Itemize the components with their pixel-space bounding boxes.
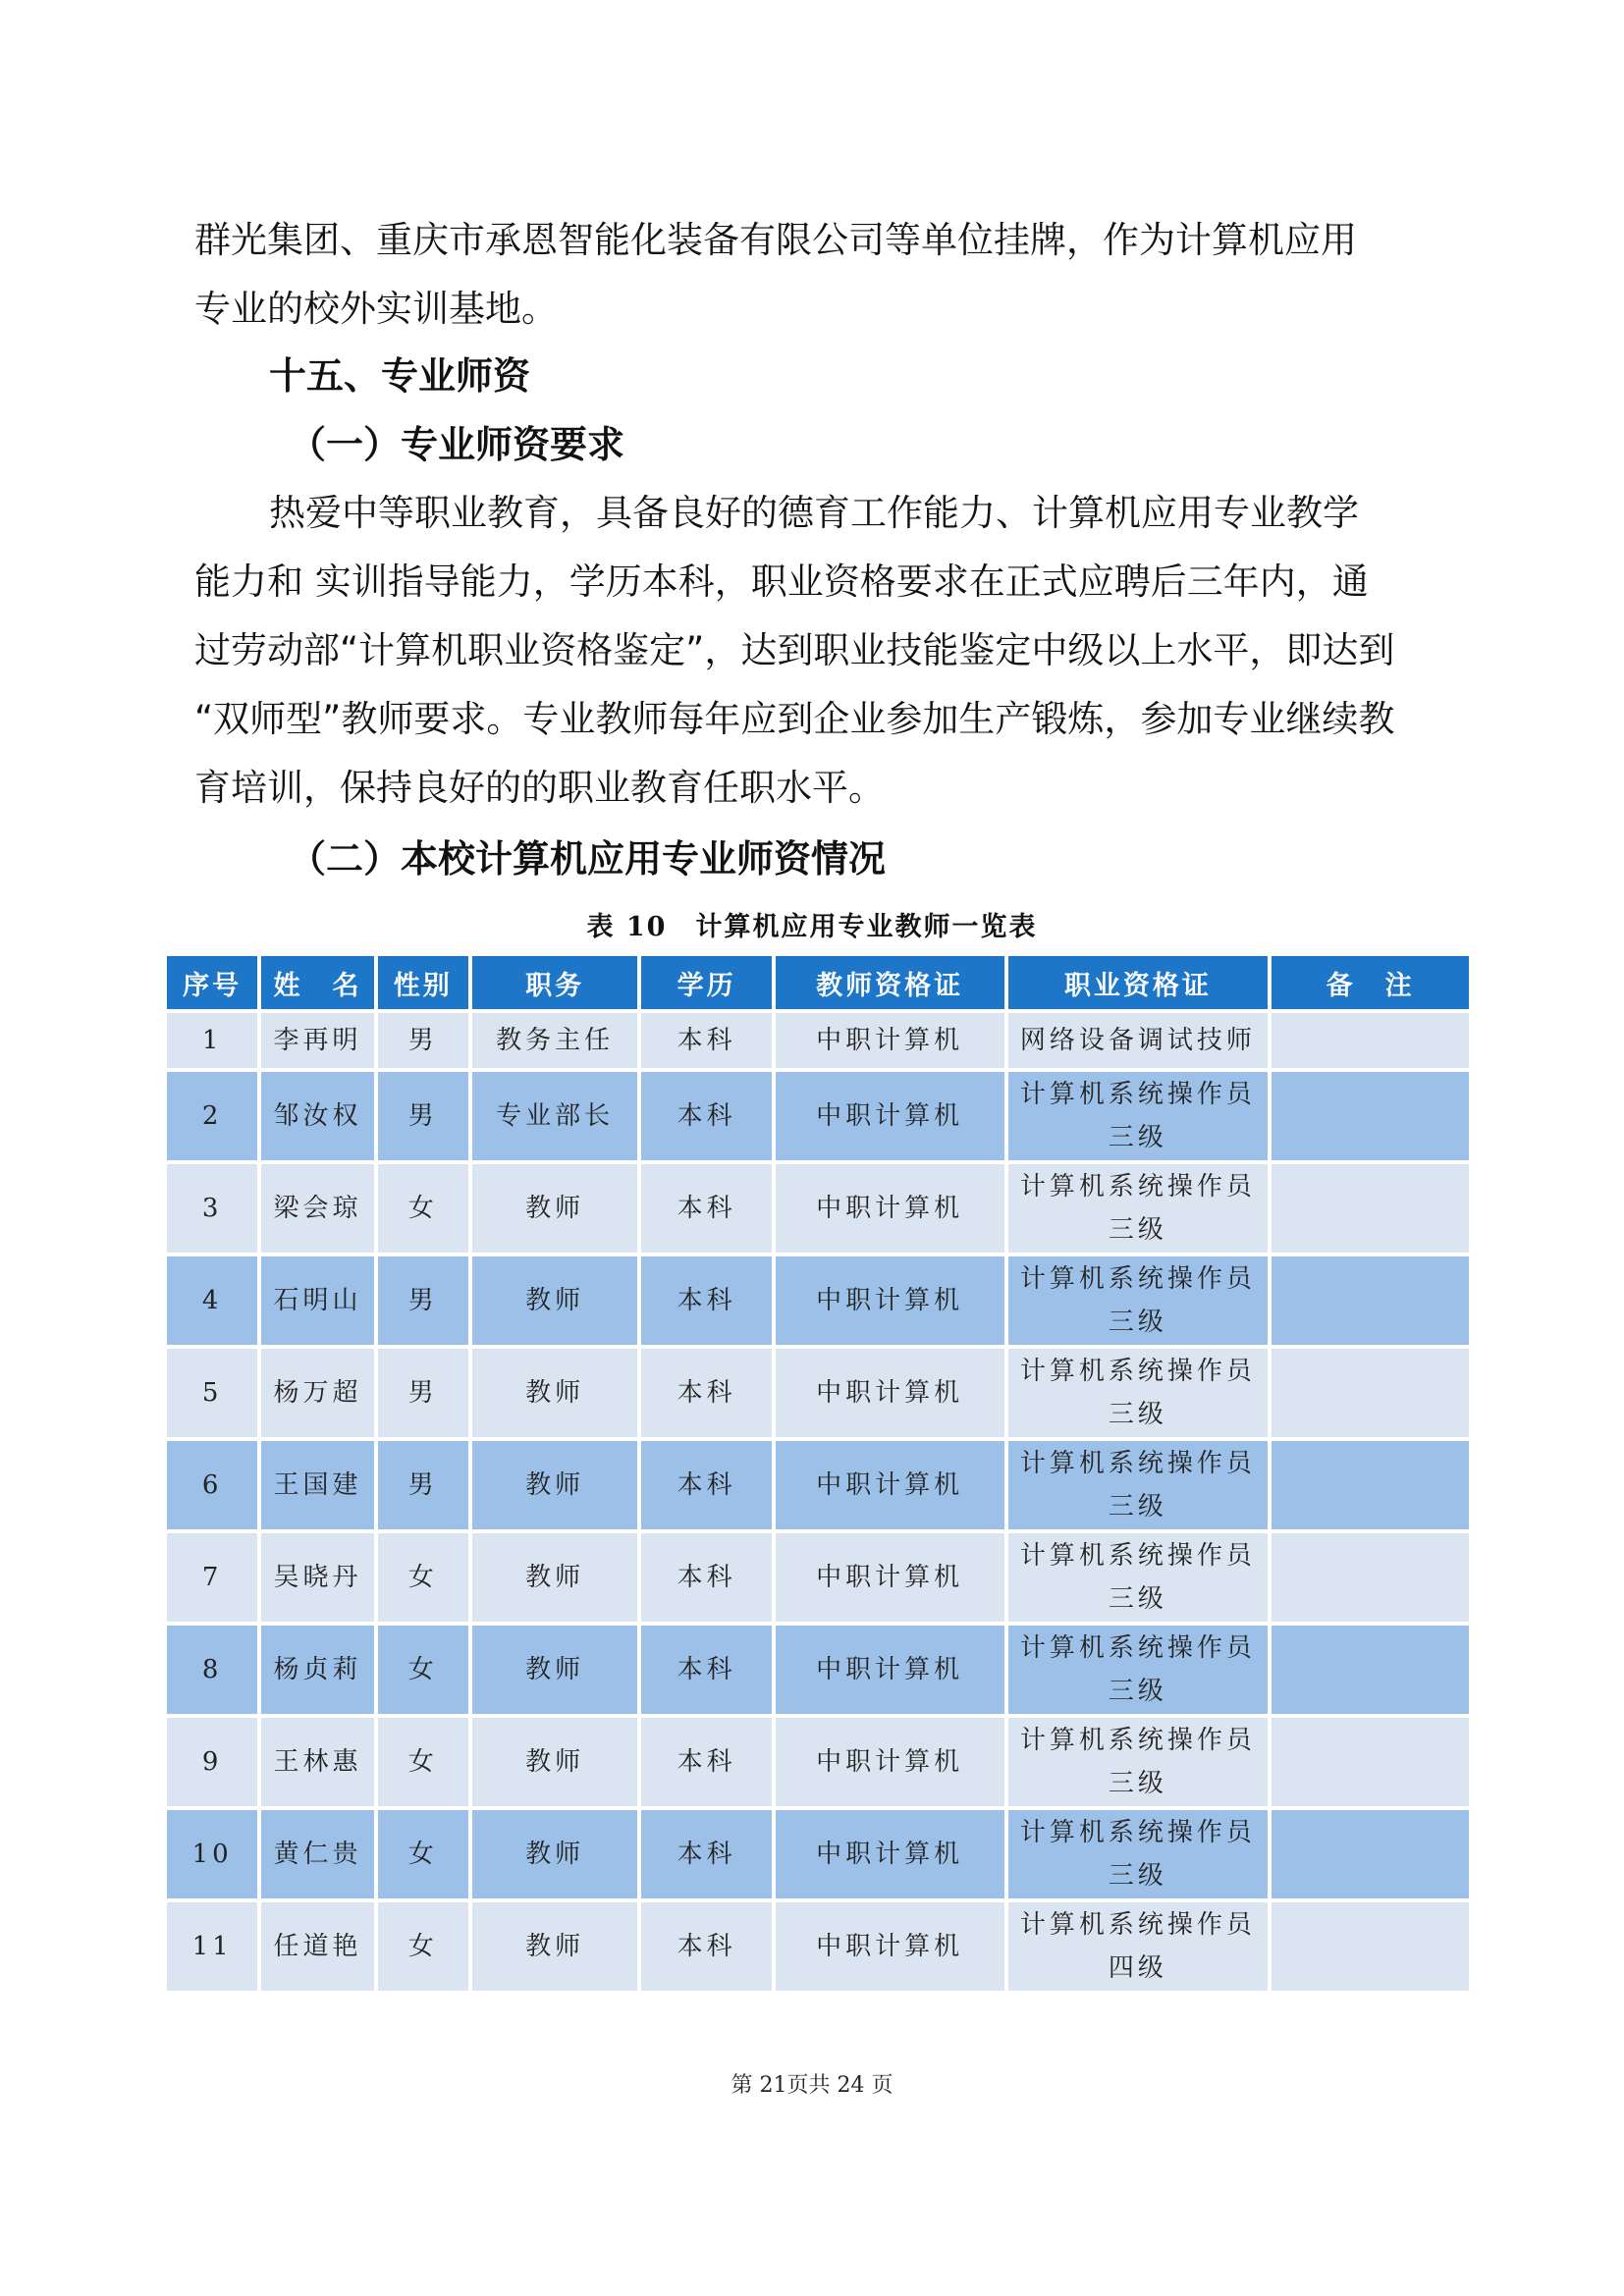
header-gender: 性别 (378, 956, 468, 1009)
cell-teacher-cert: 中职计算机 (776, 1902, 1004, 1991)
table-row (167, 1349, 1469, 1437)
cell-name: 梁会琼 (261, 1164, 373, 1253)
cert-line-2: 三级 (1108, 1492, 1167, 1522)
table-row (167, 1164, 1469, 1253)
teacher-table (163, 952, 1473, 1995)
cell-teacher-cert: 中职计算机 (776, 1810, 1004, 1898)
cell-no: 8 (167, 1626, 257, 1714)
page-footer: 第 21页共 24 页 (731, 2073, 893, 2098)
cell-post: 教师 (472, 1441, 638, 1529)
cert-line-1: 计算机系统操作员 (1019, 1910, 1256, 1940)
cell-gender: 女 (378, 1902, 468, 1991)
header-education: 学历 (641, 956, 771, 1009)
cert-line-2: 三级 (1108, 1584, 1167, 1614)
cell-education: 本科 (641, 1256, 771, 1345)
subsection-heading-staff: （二）本校计算机应用专业师资情况 (289, 837, 887, 881)
cell-note (1272, 1072, 1469, 1160)
header-post: 职务 (472, 956, 638, 1009)
cert-line-2: 三级 (1108, 1769, 1167, 1798)
cell-teacher-cert: 中职计算机 (776, 1164, 1004, 1253)
cell-name: 任道艳 (261, 1902, 373, 1991)
cell-note (1272, 1533, 1469, 1622)
cert-line-2: 三级 (1108, 1677, 1167, 1706)
cell-note (1272, 1441, 1469, 1529)
section-heading: 十五、专业师资 (269, 354, 531, 398)
cell-post: 教师 (472, 1533, 638, 1622)
cell-gender: 女 (378, 1626, 468, 1714)
cell-note (1272, 1626, 1469, 1714)
cell-gender: 男 (378, 1349, 468, 1437)
cell-name: 王林惠 (261, 1718, 373, 1806)
cert-line-1: 网络设备调试技师 (1019, 1026, 1256, 1055)
cell-no: 1 (167, 1013, 257, 1068)
table-row (167, 1718, 1469, 1806)
header-name: 姓 名 (261, 956, 373, 1009)
cell-gender: 男 (378, 1441, 468, 1529)
cell-post: 教师 (472, 1256, 638, 1345)
cell-name: 邹汝权 (261, 1072, 373, 1160)
cert-line-2: 三级 (1108, 1308, 1167, 1337)
table-row (167, 1810, 1469, 1898)
cell-note (1272, 1013, 1469, 1068)
cell-no: 5 (167, 1349, 257, 1437)
cell-post: 专业部长 (472, 1072, 638, 1160)
cell-post: 教务主任 (472, 1013, 638, 1068)
cert-line-1: 计算机系统操作员 (1019, 1818, 1256, 1847)
cell-name: 石明山 (261, 1256, 373, 1345)
cert-line-2: 三级 (1108, 1123, 1167, 1152)
table-row (167, 1072, 1469, 1160)
cert-line-1: 计算机系统操作员 (1019, 1726, 1256, 1755)
cell-post: 教师 (472, 1164, 638, 1253)
cell-no: 4 (167, 1256, 257, 1345)
cert-line-1: 计算机系统操作员 (1019, 1541, 1256, 1571)
cell-education: 本科 (641, 1810, 771, 1898)
cell-teacher-cert: 中职计算机 (776, 1256, 1004, 1345)
requirements-line-2: 能力和 实训指导能力，学历本科，职业资格要求在正式应聘后三年内，通 (194, 561, 1369, 603)
cell-note (1272, 1164, 1469, 1253)
cell-education: 本科 (641, 1072, 771, 1160)
cell-post: 教师 (472, 1349, 638, 1437)
table-row (167, 1441, 1469, 1529)
cell-note (1272, 1718, 1469, 1806)
cell-education: 本科 (641, 1349, 771, 1437)
cell-vocational-cert (1008, 1441, 1269, 1529)
intro-line-2: 专业的校外实训基地。 (194, 288, 558, 330)
cell-name: 杨贞莉 (261, 1626, 373, 1714)
cell-vocational-cert (1008, 1718, 1269, 1806)
requirements-line-5: 育培训，保持良好的的职业教育任职水平。 (194, 767, 885, 809)
cell-name: 李再明 (261, 1013, 373, 1068)
cell-education: 本科 (641, 1902, 771, 1991)
cert-line-1: 计算机系统操作员 (1019, 1449, 1256, 1478)
cell-gender: 男 (378, 1256, 468, 1345)
cell-teacher-cert: 中职计算机 (776, 1441, 1004, 1529)
cell-vocational-cert (1008, 1902, 1269, 1991)
cert-line-1: 计算机系统操作员 (1019, 1264, 1256, 1294)
table-row (167, 1013, 1469, 1068)
cert-line-2: 四级 (1108, 1953, 1167, 1983)
cell-vocational-cert (1008, 1533, 1269, 1622)
cell-vocational-cert (1008, 1810, 1269, 1898)
cell-teacher-cert: 中职计算机 (776, 1072, 1004, 1160)
cell-vocational-cert (1008, 1164, 1269, 1253)
cell-post: 教师 (472, 1718, 638, 1806)
cell-education: 本科 (641, 1013, 771, 1068)
cell-vocational-cert (1008, 1626, 1269, 1714)
header-teacher-cert: 教师资格证 (776, 956, 1004, 1009)
cell-post: 教师 (472, 1810, 638, 1898)
table-caption: 表 10 计算机应用专业教师一览表 (586, 912, 1038, 942)
cell-education: 本科 (641, 1441, 771, 1529)
cert-line-1: 计算机系统操作员 (1019, 1172, 1256, 1201)
cell-no: 10 (167, 1810, 257, 1898)
cell-gender: 男 (378, 1013, 468, 1068)
cell-name: 王国建 (261, 1441, 373, 1529)
cell-vocational-cert (1008, 1013, 1269, 1068)
cell-teacher-cert: 中职计算机 (776, 1626, 1004, 1714)
cert-line-2: 三级 (1108, 1215, 1167, 1245)
cell-vocational-cert (1008, 1072, 1269, 1160)
cell-note (1272, 1810, 1469, 1898)
cell-note (1272, 1902, 1469, 1991)
cell-education: 本科 (641, 1533, 771, 1622)
cell-gender: 女 (378, 1533, 468, 1622)
cert-line-1: 计算机系统操作员 (1019, 1080, 1256, 1109)
cell-gender: 女 (378, 1164, 468, 1253)
cell-gender: 女 (378, 1718, 468, 1806)
cell-post: 教师 (472, 1902, 638, 1991)
cell-education: 本科 (641, 1626, 771, 1714)
cell-name: 吴晓丹 (261, 1533, 373, 1622)
cell-no: 6 (167, 1441, 257, 1529)
requirements-line-1: 热爱中等职业教育，具备良好的德育工作能力、计算机应用专业教学 (269, 492, 1359, 534)
cell-no: 9 (167, 1718, 257, 1806)
table-row (167, 1626, 1469, 1714)
subsection-heading-requirements: （一）专业师资要求 (289, 423, 625, 466)
requirements-line-4: “双师型”教师要求。专业教师每年应到企业参加生产锻炼，参加专业继续教 (194, 698, 1395, 740)
table-header-row (167, 956, 1469, 1009)
cert-line-1: 计算机系统操作员 (1019, 1357, 1256, 1386)
table-row (167, 1533, 1469, 1622)
cert-line-2: 三级 (1108, 1400, 1167, 1429)
cell-gender: 女 (378, 1810, 468, 1898)
cell-teacher-cert: 中职计算机 (776, 1533, 1004, 1622)
cell-teacher-cert: 中职计算机 (776, 1013, 1004, 1068)
header-vocational-cert: 职业资格证 (1008, 956, 1269, 1009)
cell-name: 黄仁贵 (261, 1810, 373, 1898)
table-row (167, 1902, 1469, 1991)
cell-no: 2 (167, 1072, 257, 1160)
cell-teacher-cert: 中职计算机 (776, 1718, 1004, 1806)
cell-vocational-cert (1008, 1349, 1269, 1437)
header-note: 备 注 (1272, 956, 1469, 1009)
cell-vocational-cert (1008, 1256, 1269, 1345)
header-no: 序号 (167, 956, 257, 1009)
cell-education: 本科 (641, 1718, 771, 1806)
intro-line-1: 群光集团、重庆市承恩智能化装备有限公司等单位挂牌，作为计算机应用 (194, 219, 1357, 261)
cert-line-2: 三级 (1108, 1861, 1167, 1891)
cell-post: 教师 (472, 1626, 638, 1714)
requirements-line-3: 过劳动部“计算机职业资格鉴定”，达到职业技能鉴定中级以上水平，即达到 (194, 629, 1395, 671)
cell-no: 3 (167, 1164, 257, 1253)
cell-gender: 男 (378, 1072, 468, 1160)
cell-name: 杨万超 (261, 1349, 373, 1437)
cell-teacher-cert: 中职计算机 (776, 1349, 1004, 1437)
cell-note (1272, 1349, 1469, 1437)
cell-no: 7 (167, 1533, 257, 1622)
cell-note (1272, 1256, 1469, 1345)
cell-education: 本科 (641, 1164, 771, 1253)
table-row (167, 1256, 1469, 1345)
cert-line-1: 计算机系统操作员 (1019, 1633, 1256, 1663)
cell-no: 11 (167, 1902, 257, 1991)
